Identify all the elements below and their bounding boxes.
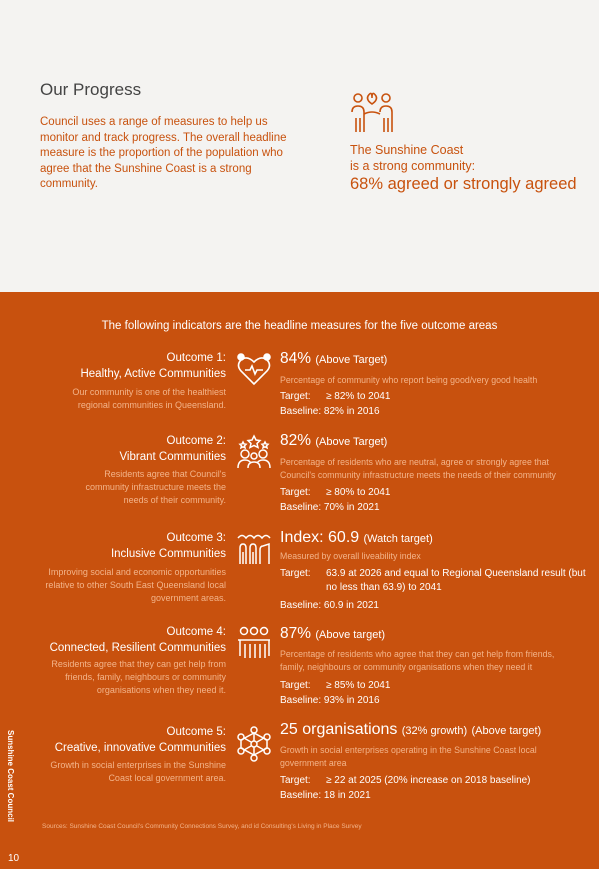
- outcome-3-target: [280, 567, 590, 595]
- page-title: Our Progress: [40, 80, 142, 99]
- outcome-5-value: [280, 721, 541, 739]
- indicators-lead: The following indicators are the headline measures for the five outcome areas: [101, 320, 498, 332]
- target-value: ≥ 82% to 2041: [326, 391, 391, 402]
- target-label: Target:: [280, 568, 311, 579]
- outcome-5-status: (Above target): [471, 725, 542, 737]
- hero-line-1: The Sunshine Coast: [350, 143, 464, 157]
- outcome-1-heading: [80, 350, 226, 382]
- outcome-5-name: Creative, innovative Communities: [54, 742, 226, 754]
- outcome-1-measure: Percentage of community who report being good/very good health: [280, 375, 538, 385]
- community-people-icon: [348, 88, 396, 136]
- intro-text: Council uses a range of measures to help us monitor and track progress. The overall headline measure is the proportion of the population who agree that the Sunshine Coast is a strong community.: [40, 116, 287, 190]
- outcome-1-name: Healthy, Active Communities: [80, 368, 226, 380]
- outcome-2-value-number: 82%: [280, 432, 312, 449]
- outcome-5-heading: [55, 724, 226, 756]
- target-label: Target:: [280, 487, 311, 498]
- outcome-3-status: (Watch target): [363, 533, 433, 545]
- outcome-4-number: Outcome 4:: [166, 626, 226, 638]
- outcome-5-value-number: 25 organisations: [280, 721, 398, 738]
- outcome-5-baseline: Baseline: 18 in 2021: [280, 790, 371, 801]
- outcome-4-name: Connected, Resilient Communities: [49, 642, 226, 654]
- target-label: Target:: [280, 391, 311, 402]
- outcome-1-value: [280, 350, 387, 368]
- hero-line-2: is a strong community:: [350, 159, 476, 173]
- side-label-text: Sunshine Coast Council: [6, 730, 15, 823]
- outcome-5-measure: Growth in social enterprises operating in the Sunshine Coast local government area: [280, 745, 537, 768]
- people-stars-icon: [236, 434, 272, 470]
- outcome-3-baseline: Baseline: 60.9 in 2021: [280, 600, 379, 611]
- outcome-2-baseline: Baseline: 70% in 2021: [280, 502, 380, 513]
- hands-together-icon: [236, 530, 272, 566]
- sources-note: Sources: Sunshine Coast Council's Community Connections Survey, and id Consulting's Living in Place Survey: [42, 823, 362, 830]
- outcome-2-measure: Percentage of residents who are neutral, agree or strongly agree that Council's community infrastructure meets the needs of their community: [280, 457, 556, 480]
- page-number: 10: [8, 853, 20, 864]
- outcome-4-status: (Above target): [315, 629, 386, 641]
- outcome-2-value: [280, 432, 387, 450]
- outcome-5-growth: (32% growth): [401, 725, 468, 737]
- target-value: 63.9 at 2026 and equal to Regional Queensland result (but no less than 63.9) to 2041: [326, 568, 586, 593]
- hero-statement: [350, 142, 475, 174]
- outcome-3-heading: [111, 530, 226, 562]
- outcome-1-description: Our community is one of the healthiest regional communities in Queensland.: [72, 387, 226, 410]
- hero-result: 68% agreed or strongly agreed: [350, 175, 577, 193]
- outcome-4-measure: Percentage of residents who agree that they can get help from friends, family, neighbours or community organisations when they need it: [280, 649, 555, 672]
- target-value: ≥ 22 at 2025 (20% increase on 2018 baseline): [326, 775, 531, 786]
- outcome-3-number: Outcome 3:: [166, 532, 226, 544]
- outcome-1-status: (Above Target): [315, 354, 388, 366]
- outcome-5-target: [280, 774, 531, 788]
- target-label: Target:: [280, 775, 311, 786]
- outcome-4-baseline: Baseline: 93% in 2016: [280, 695, 380, 706]
- outcome-5-description: Growth in social enterprises in the Sunshine Coast local government area.: [50, 760, 226, 783]
- outcome-3-value-number: Index: 60.9: [280, 529, 360, 546]
- outcome-2-status: (Above Target): [315, 436, 388, 448]
- target-value: ≥ 85% to 2041: [326, 680, 391, 691]
- outcome-2-heading: [119, 433, 226, 465]
- outcome-4-value: [280, 625, 385, 643]
- outcome-2-description: Residents agree that Council's community infrastructure meets the needs of their community.: [85, 469, 226, 505]
- outcome-1-number: Outcome 1:: [166, 352, 226, 364]
- network-people-icon: [236, 726, 272, 762]
- heart-health-icon: [236, 352, 272, 388]
- outcome-3-description: Improving social and economic opportunities relative to other South East Queensland local government areas.: [45, 567, 226, 603]
- outcome-4-heading: [50, 624, 226, 656]
- target-value: ≥ 80% to 2041: [326, 487, 391, 498]
- outcome-3-value: [280, 529, 433, 547]
- outcome-2-number: Outcome 2:: [166, 435, 226, 447]
- outcome-2-name: Vibrant Communities: [119, 451, 226, 463]
- outcome-4-target: [280, 679, 390, 693]
- outcome-4-value-number: 87%: [280, 625, 312, 642]
- group-hands-icon: [236, 626, 272, 662]
- outcome-4-description: Residents agree that they can get help from friends, family, neighbours or community organisations when they need it.: [51, 659, 226, 695]
- outcome-1-value-number: 84%: [280, 350, 312, 367]
- target-label: Target:: [280, 680, 311, 691]
- outcome-2-target: [280, 486, 390, 500]
- outcome-1-baseline: Baseline: 82% in 2016: [280, 406, 380, 417]
- outcome-3-name: Inclusive Communities: [110, 548, 226, 560]
- outcome-3-measure: Measured by overall liveability index: [280, 551, 421, 561]
- outcome-1-target: [280, 390, 390, 404]
- side-label: [2, 730, 16, 830]
- outcome-5-number: Outcome 5:: [166, 726, 226, 738]
